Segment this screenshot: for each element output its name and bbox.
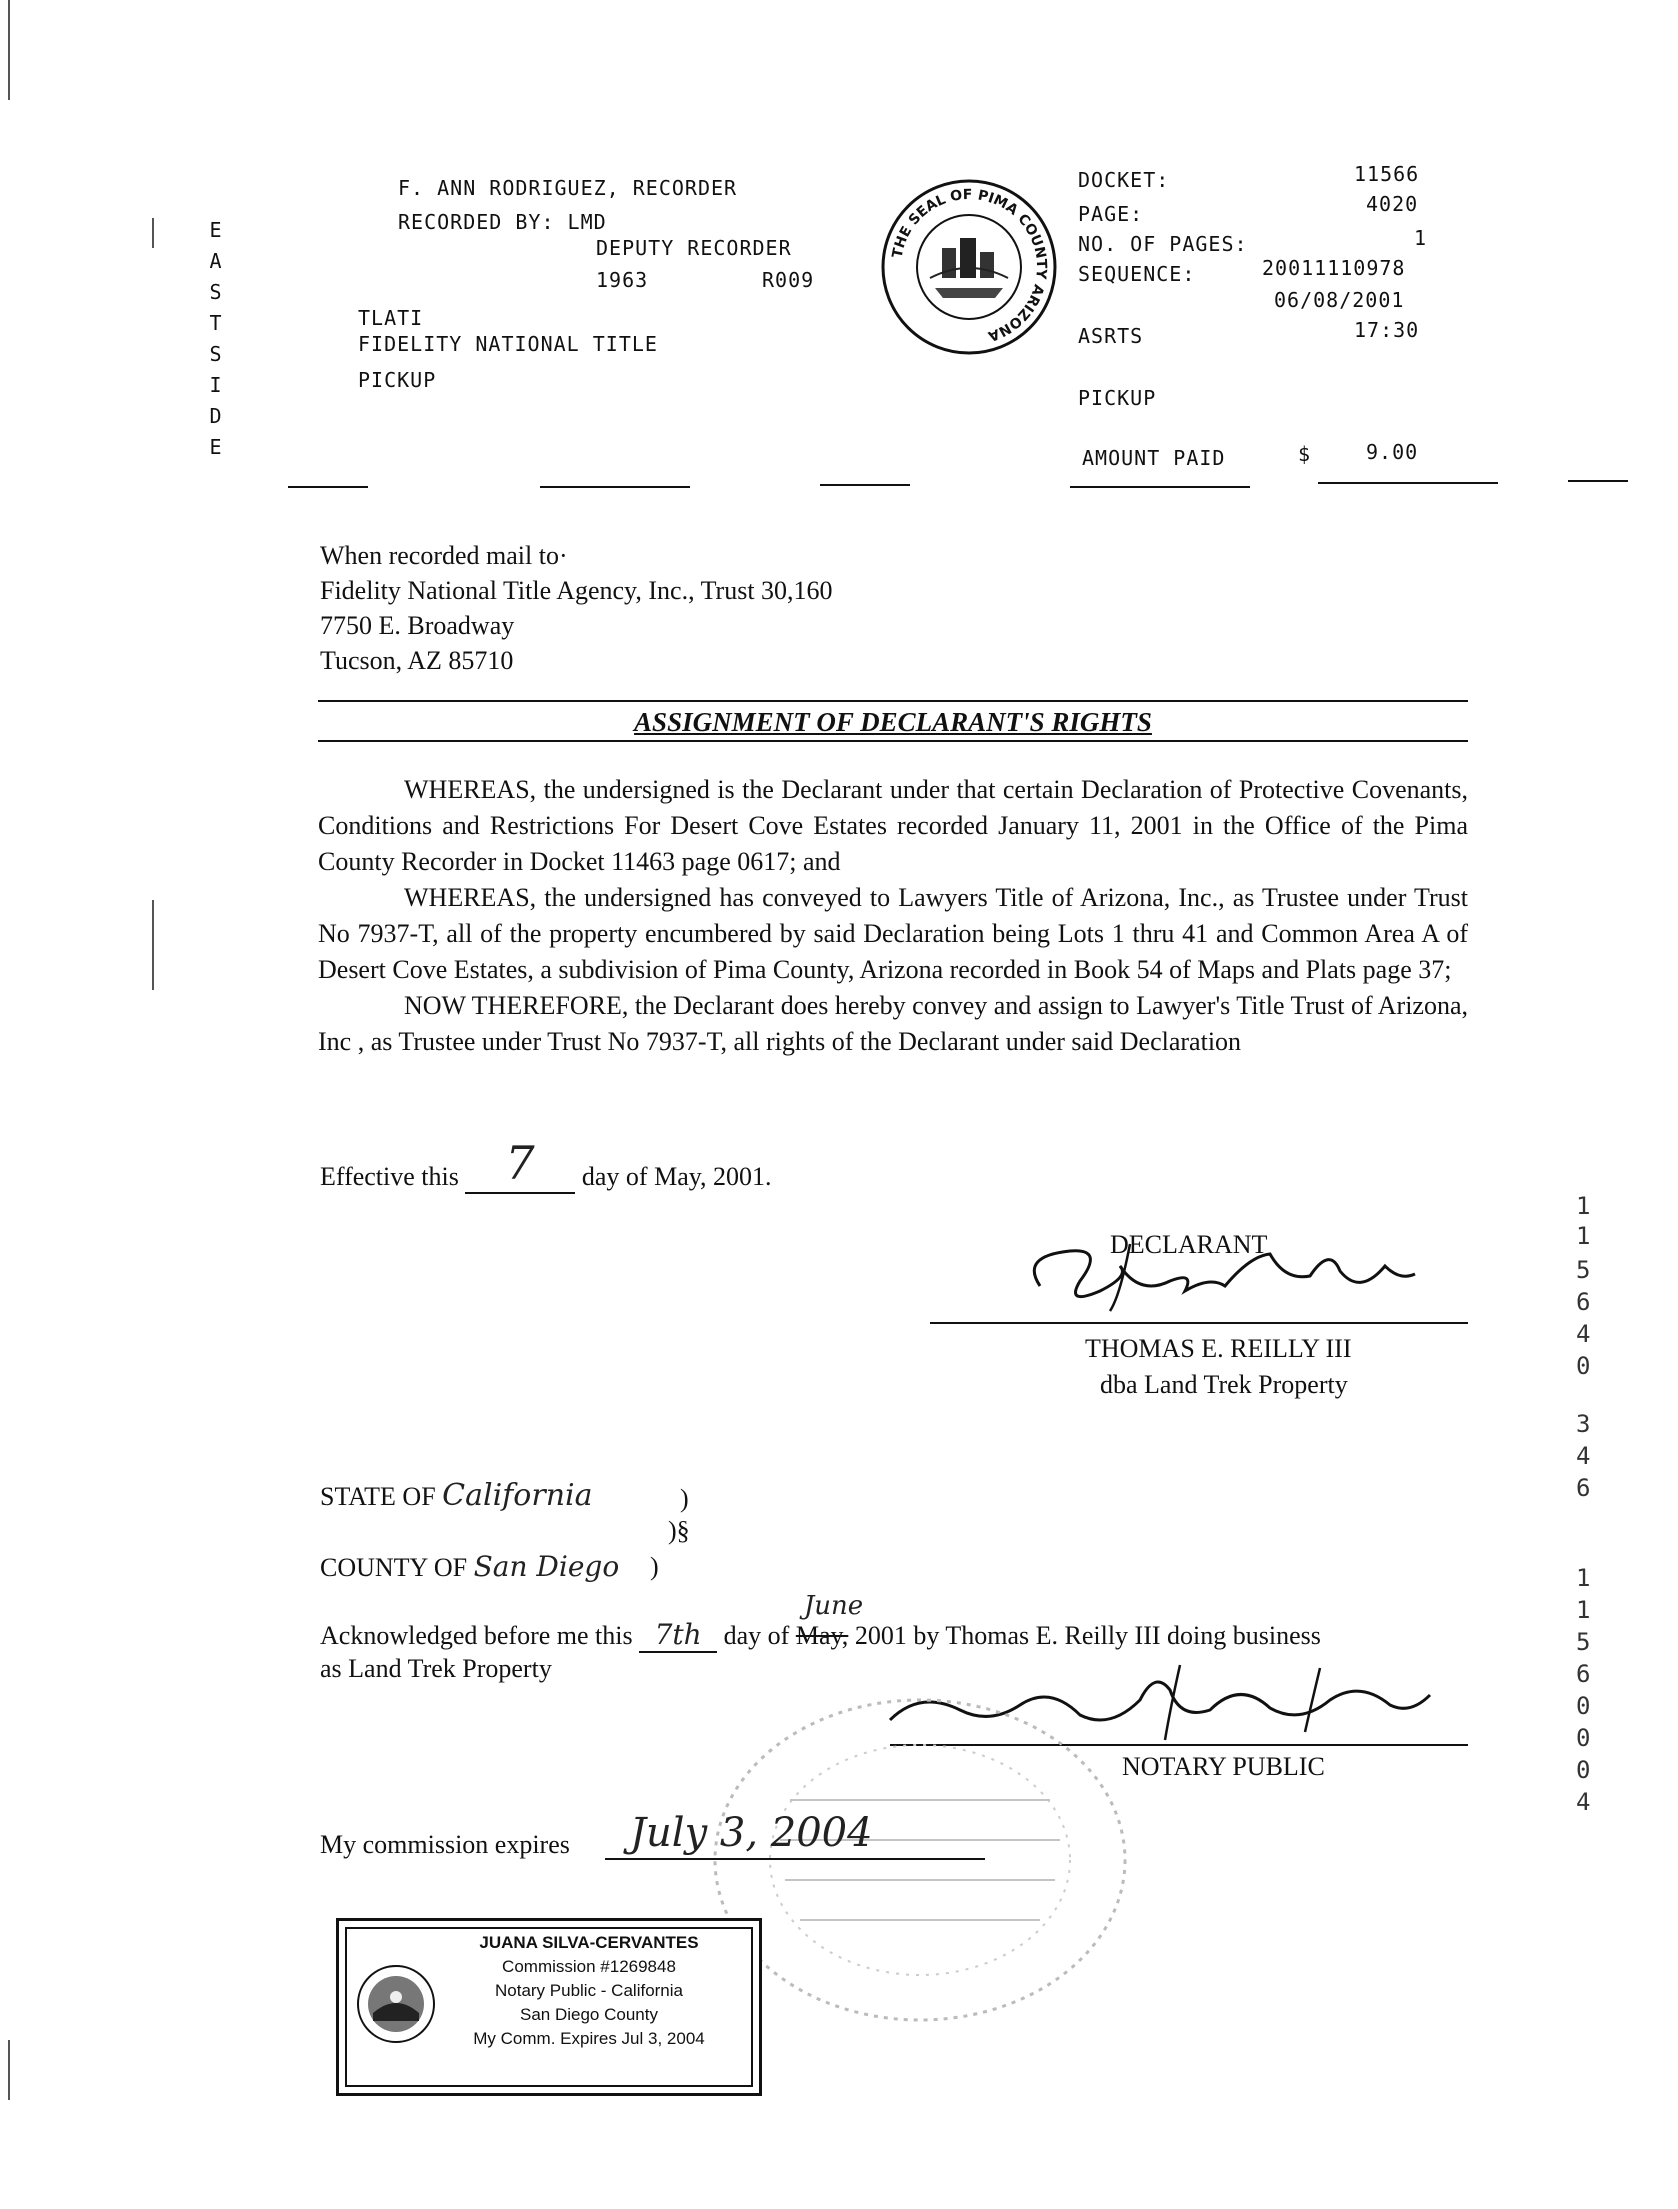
title-rule-bottom [318, 740, 1468, 742]
state-line [320, 1478, 593, 1513]
record-date: 06/08/2001 [1274, 288, 1405, 312]
county-value: San Diego [473, 1550, 620, 1583]
venue-paren-1: ) [680, 1484, 689, 1513]
acknowledgment-line [320, 1591, 1321, 1653]
notary-stamp-title: Notary Public - California [494, 1981, 683, 2000]
venue-paren-2: ) [650, 1552, 659, 1581]
declarant-label: DECLARANT [1110, 1230, 1268, 1259]
ack-day-blank [639, 1618, 717, 1653]
ack-day-handwritten: 7th [654, 1618, 702, 1651]
state-value: California [442, 1478, 593, 1513]
commission-expires-label: My commission expires [320, 1830, 570, 1859]
ack-month-struck: May, [795, 1621, 849, 1650]
deputy-recorder: DEPUTY RECORDER [596, 236, 792, 260]
embossed-recorder-seal [700, 1690, 1140, 2030]
scan-edge-mark [152, 900, 154, 990]
agent-name: FIDELITY NATIONAL TITLE [358, 332, 658, 356]
header-divider [1568, 480, 1628, 482]
ack-month [795, 1591, 864, 1651]
mail-to-street: 7750 E. Broadway [320, 611, 515, 640]
commission-expires-value: July 3, 2004 [630, 1810, 873, 1856]
ack-suffix: 2001 by Thomas E. Reilly III doing business [854, 1621, 1321, 1650]
header-divider [1318, 482, 1498, 484]
effective-day-blank [465, 1136, 575, 1194]
declarant-signature-line [930, 1322, 1468, 1324]
whereas-paragraph-2: WHEREAS, the undersigned has conveyed to Lawyers Title of Arizona, Inc., as Trustee under Trust No 7937-T, all of the property encumbered by said Declaration being Lots 1 thru 41 and Common Area A of Desert Cove Estates, a subdivision of Pima County, Arizona recorded in Book 54 of Maps and Plats page 37; [318, 883, 1468, 984]
docket-value: 11566 [1354, 162, 1420, 186]
effective-prefix: Effective this [320, 1162, 459, 1191]
sequence-value: 20011110978 [1262, 256, 1406, 280]
ack-prefix: Acknowledged before me this [320, 1621, 633, 1650]
recorder-name: F. ANN RODRIGUEZ, RECORDER [398, 176, 738, 200]
pima-county-seal [880, 178, 1058, 356]
california-seal-icon [355, 1963, 437, 2045]
effective-date-line [320, 1136, 772, 1194]
pages-value: 1 [1414, 226, 1428, 250]
ack-of: day of [723, 1621, 790, 1650]
header-divider [288, 486, 368, 488]
whereas-paragraph-1: WHEREAS, the undersigned is the Declarant under that certain Declaration of Protective Covenants, Conditions and Restrictions For Desert Cove Estates recorded January 11, 2001 in the Office of the Pima County Recorder in Docket 11463 page 0617; and [318, 775, 1468, 876]
ack-line-2: as Land Trek Property [320, 1654, 552, 1683]
notary-stamp-expires: My Comm. Expires Jul 3, 2004 [473, 2029, 705, 2048]
seal-text: THE SEAL OF PIMA COUNTY ARIZONA [889, 186, 1050, 344]
header-divider [540, 486, 690, 488]
recorded-by: RECORDED BY: LMD [398, 210, 607, 234]
pickup-right: PICKUP [1078, 386, 1157, 410]
declarant-signature [1010, 1236, 1430, 1316]
document-title: ASSIGNMENT OF DECLARANT'S RIGHTS [634, 707, 1152, 737]
pages-label: NO. OF PAGES: [1078, 232, 1248, 256]
commission-line [605, 1858, 985, 1860]
county-label: COUNTY OF [320, 1553, 468, 1582]
declarant-name: THOMAS E. REILLY III [1085, 1334, 1352, 1363]
mail-to-city: Tucson, AZ 85710 [320, 646, 514, 675]
notary-stamp-county: San Diego County [520, 2005, 658, 2024]
ack-month-handwritten: June [803, 1591, 864, 1621]
header-divider [820, 484, 910, 486]
mail-to-company: Fidelity National Title Agency, Inc., Trust 30,160 [320, 576, 833, 605]
recorder-code-1: 1963 [596, 268, 649, 292]
record-time: 17:30 [1354, 318, 1420, 342]
agent-code: TLATI [358, 306, 424, 330]
pickup-left: PICKUP [358, 368, 437, 392]
effective-day-handwritten: 7 [505, 1136, 535, 1190]
county-line [320, 1550, 619, 1583]
title-rule-top [318, 700, 1468, 702]
amount-value: 9.00 [1366, 440, 1419, 464]
eastside-vertical-label: E A S T S I D E [209, 218, 223, 459]
venue-section-mark: )§ [668, 1516, 690, 1545]
scan-edge-mark [8, 0, 10, 100]
notary-stamp-text [439, 1931, 739, 2051]
header-divider [1070, 486, 1250, 488]
assignment-body [318, 772, 1468, 1060]
amount-label: AMOUNT PAID [1082, 446, 1226, 470]
effective-suffix: day of May, 2001. [581, 1162, 772, 1191]
scan-edge-mark [8, 2040, 10, 2100]
page-value: 4020 [1366, 192, 1419, 216]
amount-currency: $ [1298, 442, 1312, 466]
state-label: STATE OF [320, 1482, 436, 1511]
sequence-label: SEQUENCE: [1078, 262, 1196, 286]
mail-to-block [320, 538, 833, 678]
notary-stamp-name: JUANA SILVA-CERVANTES [479, 1933, 699, 1952]
asrts-label: ASRTS [1078, 324, 1144, 348]
mail-to-heading: When recorded mail to· [320, 541, 568, 570]
scan-edge-mark [152, 218, 154, 248]
notary-stamp [336, 1918, 762, 2096]
notary-public-label: NOTARY PUBLIC [1122, 1752, 1325, 1781]
declarant-dba: dba Land Trek Property [1100, 1370, 1348, 1399]
notary-stamp-commission: Commission #1269848 [502, 1957, 676, 1976]
page-label: PAGE: [1078, 202, 1144, 226]
now-therefore-paragraph: NOW THEREFORE, the Declarant does hereby convey and assign to Lawyer's Title Trust of Arizona, Inc , as Trustee under Trust No 7937-T, all rights of the Declarant under said Declaration [318, 991, 1468, 1056]
docket-label: DOCKET: [1078, 168, 1170, 192]
recorder-code-2: R009 [762, 268, 815, 292]
